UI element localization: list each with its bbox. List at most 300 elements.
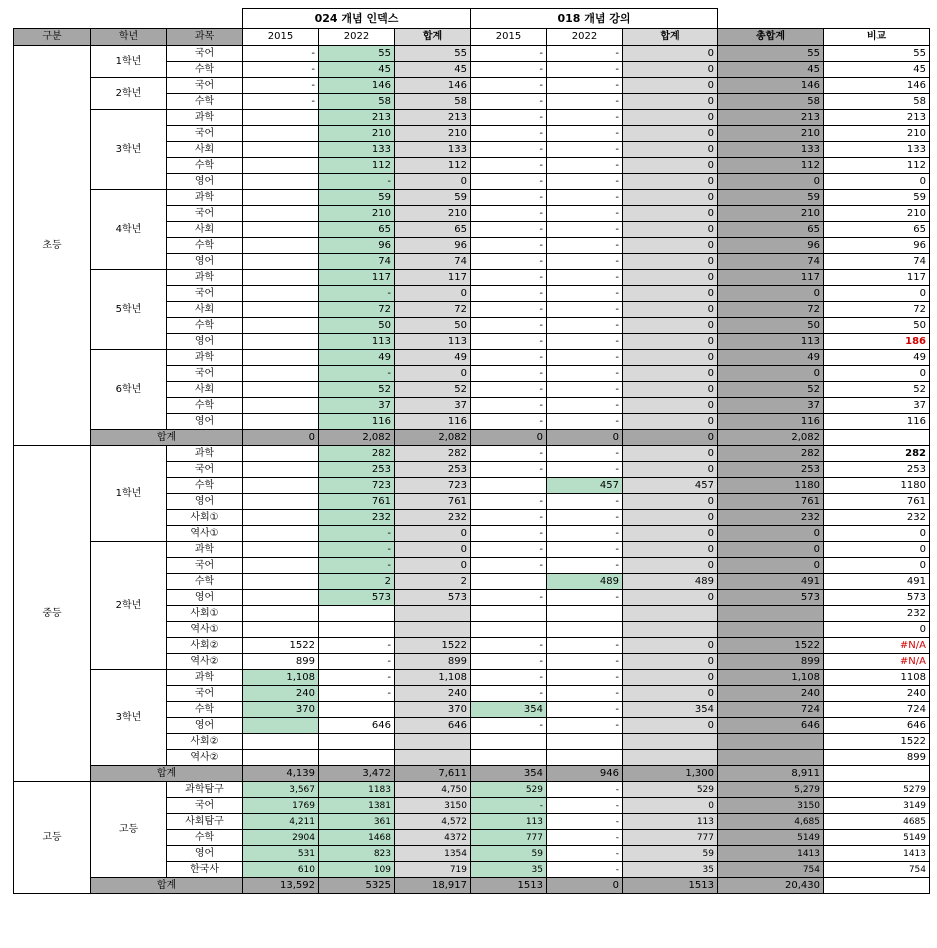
value-2022-lecture[interactable]: - bbox=[547, 558, 623, 574]
value-2022-index[interactable] bbox=[319, 750, 395, 766]
grand-total[interactable]: 210 bbox=[718, 126, 824, 142]
grand-total[interactable]: 0 bbox=[718, 558, 824, 574]
sum-index[interactable]: 0 bbox=[395, 558, 471, 574]
sum-index[interactable]: 0 bbox=[395, 526, 471, 542]
subtotal-value[interactable]: 0 bbox=[547, 878, 623, 894]
sum-index[interactable]: 253 bbox=[395, 462, 471, 478]
compare-value[interactable] bbox=[824, 430, 930, 446]
value-2022-lecture[interactable]: - bbox=[547, 206, 623, 222]
value-2015-index[interactable] bbox=[243, 606, 319, 622]
sum-index[interactable]: 55 bbox=[395, 46, 471, 62]
sum-lecture[interactable] bbox=[623, 750, 718, 766]
compare-value[interactable]: 59 bbox=[824, 190, 930, 206]
value-2015-lecture[interactable]: - bbox=[471, 510, 547, 526]
subtotal-value[interactable]: 0 bbox=[623, 430, 718, 446]
sum-index[interactable]: 50 bbox=[395, 318, 471, 334]
sum-index[interactable]: 37 bbox=[395, 398, 471, 414]
value-2015-index[interactable]: - bbox=[243, 46, 319, 62]
subtotal-value[interactable]: 7,611 bbox=[395, 766, 471, 782]
sum-lecture[interactable]: 0 bbox=[623, 142, 718, 158]
compare-value[interactable]: 112 bbox=[824, 158, 930, 174]
value-2015-index[interactable] bbox=[243, 494, 319, 510]
sum-index[interactable]: 4,750 bbox=[395, 782, 471, 798]
value-2022-index[interactable]: 96 bbox=[319, 238, 395, 254]
value-2022-lecture[interactable] bbox=[547, 622, 623, 638]
subject-cell[interactable]: 수학 bbox=[167, 574, 243, 590]
value-2022-index[interactable]: - bbox=[319, 686, 395, 702]
subject-cell[interactable]: 과학 bbox=[167, 350, 243, 366]
compare-value[interactable]: 50 bbox=[824, 318, 930, 334]
subtotal-value[interactable]: 8,911 bbox=[718, 766, 824, 782]
grand-total[interactable]: 646 bbox=[718, 718, 824, 734]
value-2015-index[interactable] bbox=[243, 302, 319, 318]
column-header[interactable]: 2015 bbox=[471, 29, 547, 46]
value-2022-index[interactable]: 761 bbox=[319, 494, 395, 510]
sum-index[interactable]: 96 bbox=[395, 238, 471, 254]
sum-index[interactable]: 0 bbox=[395, 286, 471, 302]
value-2022-lecture[interactable] bbox=[547, 606, 623, 622]
compare-value[interactable] bbox=[824, 878, 930, 894]
grand-total[interactable]: 1522 bbox=[718, 638, 824, 654]
value-2022-index[interactable]: 117 bbox=[319, 270, 395, 286]
value-2022-lecture[interactable]: - bbox=[547, 718, 623, 734]
sum-lecture[interactable]: 0 bbox=[623, 350, 718, 366]
group-header-index[interactable]: 024 개념 인덱스 bbox=[243, 9, 471, 29]
subtotal-value[interactable]: 2,082 bbox=[395, 430, 471, 446]
grand-total[interactable]: 37 bbox=[718, 398, 824, 414]
compare-value[interactable]: 72 bbox=[824, 302, 930, 318]
grand-total[interactable]: 50 bbox=[718, 318, 824, 334]
value-2022-index[interactable]: 45 bbox=[319, 62, 395, 78]
value-2022-lecture[interactable]: - bbox=[547, 62, 623, 78]
sum-lecture[interactable]: 0 bbox=[623, 446, 718, 462]
value-2015-lecture[interactable]: - bbox=[471, 494, 547, 510]
sum-index[interactable]: 59 bbox=[395, 190, 471, 206]
sum-index[interactable]: 210 bbox=[395, 206, 471, 222]
value-2022-index[interactable]: - bbox=[319, 542, 395, 558]
value-2022-lecture[interactable]: - bbox=[547, 238, 623, 254]
value-2022-lecture[interactable]: - bbox=[547, 670, 623, 686]
subject-cell[interactable]: 수학 bbox=[167, 702, 243, 718]
value-2022-index[interactable]: - bbox=[319, 670, 395, 686]
value-2015-lecture[interactable]: - bbox=[471, 638, 547, 654]
value-2015-lecture[interactable]: - bbox=[471, 350, 547, 366]
grand-total[interactable]: 133 bbox=[718, 142, 824, 158]
grand-total[interactable]: 1413 bbox=[718, 846, 824, 862]
value-2015-index[interactable] bbox=[243, 510, 319, 526]
compare-value[interactable]: 646 bbox=[824, 718, 930, 734]
grand-total[interactable]: 0 bbox=[718, 286, 824, 302]
value-2022-lecture[interactable]: - bbox=[547, 414, 623, 430]
grand-total[interactable]: 5149 bbox=[718, 830, 824, 846]
value-2022-lecture[interactable]: - bbox=[547, 46, 623, 62]
compare-value[interactable]: 491 bbox=[824, 574, 930, 590]
subject-cell[interactable]: 수학 bbox=[167, 94, 243, 110]
value-2022-index[interactable]: 361 bbox=[319, 814, 395, 830]
column-header[interactable]: 비교 bbox=[824, 29, 930, 46]
value-2022-index[interactable]: - bbox=[319, 526, 395, 542]
value-2015-lecture[interactable]: - bbox=[471, 542, 547, 558]
sum-index[interactable]: 573 bbox=[395, 590, 471, 606]
subject-cell[interactable]: 수학 bbox=[167, 398, 243, 414]
sum-lecture[interactable]: 0 bbox=[623, 510, 718, 526]
value-2022-index[interactable]: 282 bbox=[319, 446, 395, 462]
column-header[interactable]: 총합계 bbox=[718, 29, 824, 46]
value-2015-lecture[interactable]: - bbox=[471, 238, 547, 254]
blank-cell[interactable] bbox=[14, 9, 91, 29]
grand-total[interactable]: 65 bbox=[718, 222, 824, 238]
value-2022-index[interactable]: 112 bbox=[319, 158, 395, 174]
value-2015-lecture[interactable]: 59 bbox=[471, 846, 547, 862]
sum-lecture[interactable]: 0 bbox=[623, 238, 718, 254]
value-2015-lecture[interactable]: - bbox=[471, 158, 547, 174]
subtotal-value[interactable]: 1513 bbox=[623, 878, 718, 894]
grand-total[interactable]: 240 bbox=[718, 686, 824, 702]
sum-lecture[interactable]: 0 bbox=[623, 254, 718, 270]
value-2015-lecture[interactable]: - bbox=[471, 318, 547, 334]
value-2022-lecture[interactable]: - bbox=[547, 590, 623, 606]
compare-value[interactable]: 4685 bbox=[824, 814, 930, 830]
grand-total[interactable] bbox=[718, 622, 824, 638]
sum-lecture[interactable]: 0 bbox=[623, 718, 718, 734]
value-2015-lecture[interactable]: - bbox=[471, 94, 547, 110]
subject-cell[interactable]: 수학 bbox=[167, 478, 243, 494]
value-2022-lecture[interactable]: - bbox=[547, 270, 623, 286]
sum-index[interactable]: 112 bbox=[395, 158, 471, 174]
value-2022-index[interactable]: - bbox=[319, 286, 395, 302]
compare-value[interactable]: 0 bbox=[824, 174, 930, 190]
compare-value[interactable]: 573 bbox=[824, 590, 930, 606]
grand-total[interactable]: 210 bbox=[718, 206, 824, 222]
sum-lecture[interactable]: 0 bbox=[623, 558, 718, 574]
value-2022-lecture[interactable]: - bbox=[547, 862, 623, 878]
value-2022-lecture[interactable]: - bbox=[547, 686, 623, 702]
grand-total[interactable]: 58 bbox=[718, 94, 824, 110]
value-2022-lecture[interactable]: - bbox=[547, 254, 623, 270]
compare-value[interactable]: 0 bbox=[824, 622, 930, 638]
value-2015-lecture[interactable]: 113 bbox=[471, 814, 547, 830]
grand-total[interactable]: 52 bbox=[718, 382, 824, 398]
value-2022-index[interactable]: 232 bbox=[319, 510, 395, 526]
sum-index[interactable]: 146 bbox=[395, 78, 471, 94]
value-2015-lecture[interactable]: - bbox=[471, 78, 547, 94]
value-2015-index[interactable] bbox=[243, 382, 319, 398]
value-2022-index[interactable]: - bbox=[319, 366, 395, 382]
compare-value[interactable]: 761 bbox=[824, 494, 930, 510]
compare-value[interactable]: 0 bbox=[824, 286, 930, 302]
value-2022-lecture[interactable]: - bbox=[547, 366, 623, 382]
sum-lecture[interactable]: 0 bbox=[623, 670, 718, 686]
subtotal-label[interactable]: 합계 bbox=[91, 878, 243, 894]
value-2015-index[interactable] bbox=[243, 526, 319, 542]
subtotal-value[interactable]: 3,472 bbox=[319, 766, 395, 782]
compare-value[interactable]: 754 bbox=[824, 862, 930, 878]
grand-total[interactable]: 761 bbox=[718, 494, 824, 510]
value-2015-index[interactable] bbox=[243, 622, 319, 638]
sum-lecture[interactable]: 35 bbox=[623, 862, 718, 878]
value-2015-lecture[interactable]: - bbox=[471, 286, 547, 302]
compare-value[interactable]: 282 bbox=[824, 446, 930, 462]
value-2022-index[interactable]: 210 bbox=[319, 206, 395, 222]
value-2022-lecture[interactable]: - bbox=[547, 462, 623, 478]
sum-lecture[interactable]: 0 bbox=[623, 62, 718, 78]
grand-total[interactable]: 0 bbox=[718, 526, 824, 542]
column-header[interactable]: 합계 bbox=[395, 29, 471, 46]
subject-cell[interactable]: 수학 bbox=[167, 158, 243, 174]
grand-total[interactable]: 754 bbox=[718, 862, 824, 878]
column-header[interactable]: 2015 bbox=[243, 29, 319, 46]
value-2015-lecture[interactable]: - bbox=[471, 462, 547, 478]
subject-cell[interactable]: 사회 bbox=[167, 302, 243, 318]
sum-lecture[interactable]: 777 bbox=[623, 830, 718, 846]
column-header[interactable]: 2022 bbox=[547, 29, 623, 46]
sum-lecture[interactable]: 0 bbox=[623, 526, 718, 542]
subtotal-value[interactable]: 2,082 bbox=[718, 430, 824, 446]
value-2015-lecture[interactable]: - bbox=[471, 270, 547, 286]
grand-total[interactable]: 899 bbox=[718, 654, 824, 670]
compare-value[interactable]: 1108 bbox=[824, 670, 930, 686]
value-2022-index[interactable]: 59 bbox=[319, 190, 395, 206]
value-2015-index[interactable] bbox=[243, 238, 319, 254]
sum-lecture[interactable]: 0 bbox=[623, 126, 718, 142]
sum-lecture[interactable]: 457 bbox=[623, 478, 718, 494]
value-2015-lecture[interactable] bbox=[471, 622, 547, 638]
value-2015-lecture[interactable] bbox=[471, 734, 547, 750]
value-2015-index[interactable] bbox=[243, 126, 319, 142]
value-2022-index[interactable]: 74 bbox=[319, 254, 395, 270]
value-2015-lecture[interactable]: - bbox=[471, 446, 547, 462]
grade-cell[interactable]: 3학년 bbox=[91, 670, 167, 766]
grand-total[interactable]: 96 bbox=[718, 238, 824, 254]
value-2022-lecture[interactable]: - bbox=[547, 286, 623, 302]
sum-index[interactable]: 213 bbox=[395, 110, 471, 126]
value-2015-lecture[interactable]: - bbox=[471, 414, 547, 430]
subject-cell[interactable]: 역사① bbox=[167, 622, 243, 638]
value-2022-lecture[interactable] bbox=[547, 750, 623, 766]
value-2022-index[interactable]: 50 bbox=[319, 318, 395, 334]
value-2015-lecture[interactable]: - bbox=[471, 46, 547, 62]
value-2015-index[interactable] bbox=[243, 478, 319, 494]
value-2022-lecture[interactable]: - bbox=[547, 334, 623, 350]
value-2022-lecture[interactable]: - bbox=[547, 846, 623, 862]
division-cell[interactable]: 중등 bbox=[14, 446, 91, 782]
value-2022-index[interactable] bbox=[319, 734, 395, 750]
subject-cell[interactable]: 과학탐구 bbox=[167, 782, 243, 798]
sum-lecture[interactable]: 113 bbox=[623, 814, 718, 830]
grand-total[interactable]: 117 bbox=[718, 270, 824, 286]
value-2022-index[interactable]: 723 bbox=[319, 478, 395, 494]
value-2015-lecture[interactable]: - bbox=[471, 382, 547, 398]
subject-cell[interactable]: 국어 bbox=[167, 798, 243, 814]
value-2015-lecture[interactable]: - bbox=[471, 670, 547, 686]
sum-index[interactable]: 4372 bbox=[395, 830, 471, 846]
subject-cell[interactable]: 영어 bbox=[167, 494, 243, 510]
subtotal-value[interactable]: 4,139 bbox=[243, 766, 319, 782]
sum-index[interactable]: 3150 bbox=[395, 798, 471, 814]
value-2022-lecture[interactable]: - bbox=[547, 350, 623, 366]
value-2022-index[interactable]: - bbox=[319, 654, 395, 670]
value-2022-lecture[interactable]: - bbox=[547, 382, 623, 398]
grand-total[interactable]: 0 bbox=[718, 366, 824, 382]
value-2022-index[interactable]: 37 bbox=[319, 398, 395, 414]
sum-index[interactable]: 1,108 bbox=[395, 670, 471, 686]
value-2015-index[interactable]: 4,211 bbox=[243, 814, 319, 830]
subtotal-value[interactable]: 0 bbox=[243, 430, 319, 446]
value-2015-index[interactable]: 1,108 bbox=[243, 670, 319, 686]
subtotal-value[interactable]: 354 bbox=[471, 766, 547, 782]
value-2022-index[interactable]: - bbox=[319, 558, 395, 574]
value-2022-index[interactable]: 210 bbox=[319, 126, 395, 142]
sum-lecture[interactable]: 0 bbox=[623, 798, 718, 814]
sum-lecture[interactable]: 0 bbox=[623, 398, 718, 414]
subject-cell[interactable]: 수학 bbox=[167, 238, 243, 254]
subject-cell[interactable]: 국어 bbox=[167, 126, 243, 142]
grand-total[interactable] bbox=[718, 750, 824, 766]
sum-index[interactable]: 370 bbox=[395, 702, 471, 718]
grand-total[interactable]: 232 bbox=[718, 510, 824, 526]
value-2015-lecture[interactable]: - bbox=[471, 126, 547, 142]
value-2015-index[interactable] bbox=[243, 446, 319, 462]
sum-index[interactable]: 2 bbox=[395, 574, 471, 590]
compare-value[interactable]: 117 bbox=[824, 270, 930, 286]
sum-lecture[interactable]: 0 bbox=[623, 158, 718, 174]
value-2015-lecture[interactable]: - bbox=[471, 62, 547, 78]
sum-index[interactable]: 117 bbox=[395, 270, 471, 286]
sum-lecture[interactable]: 0 bbox=[623, 78, 718, 94]
value-2022-lecture[interactable]: - bbox=[547, 190, 623, 206]
value-2022-index[interactable]: 1381 bbox=[319, 798, 395, 814]
compare-value[interactable]: 52 bbox=[824, 382, 930, 398]
sum-index[interactable]: 0 bbox=[395, 366, 471, 382]
grade-cell[interactable]: 1학년 bbox=[91, 446, 167, 542]
subject-cell[interactable]: 국어 bbox=[167, 686, 243, 702]
value-2022-index[interactable] bbox=[319, 702, 395, 718]
value-2022-index[interactable]: 253 bbox=[319, 462, 395, 478]
sum-lecture[interactable] bbox=[623, 734, 718, 750]
value-2015-index[interactable] bbox=[243, 542, 319, 558]
compare-value[interactable]: 133 bbox=[824, 142, 930, 158]
value-2022-lecture[interactable]: - bbox=[547, 318, 623, 334]
sum-index[interactable] bbox=[395, 750, 471, 766]
grade-cell[interactable]: 4학년 bbox=[91, 190, 167, 270]
sum-lecture[interactable]: 0 bbox=[623, 414, 718, 430]
value-2015-lecture[interactable] bbox=[471, 750, 547, 766]
subject-cell[interactable]: 사회 bbox=[167, 222, 243, 238]
value-2015-lecture[interactable]: 35 bbox=[471, 862, 547, 878]
compare-value[interactable]: 116 bbox=[824, 414, 930, 430]
value-2015-index[interactable]: - bbox=[243, 94, 319, 110]
sum-index[interactable]: 4,572 bbox=[395, 814, 471, 830]
sum-index[interactable]: 761 bbox=[395, 494, 471, 510]
subject-cell[interactable]: 국어 bbox=[167, 78, 243, 94]
value-2015-lecture[interactable]: - bbox=[471, 654, 547, 670]
compare-value[interactable]: 45 bbox=[824, 62, 930, 78]
value-2015-index[interactable] bbox=[243, 590, 319, 606]
value-2015-index[interactable]: 3,567 bbox=[243, 782, 319, 798]
compare-value[interactable]: 210 bbox=[824, 206, 930, 222]
sum-index[interactable]: 719 bbox=[395, 862, 471, 878]
division-cell[interactable]: 초등 bbox=[14, 46, 91, 446]
compare-value[interactable]: 899 bbox=[824, 750, 930, 766]
sum-lecture[interactable]: 354 bbox=[623, 702, 718, 718]
sum-lecture[interactable]: 0 bbox=[623, 270, 718, 286]
value-2022-index[interactable]: 116 bbox=[319, 414, 395, 430]
value-2015-index[interactable]: 1769 bbox=[243, 798, 319, 814]
value-2022-lecture[interactable]: - bbox=[547, 782, 623, 798]
value-2015-lecture[interactable]: 529 bbox=[471, 782, 547, 798]
subject-cell[interactable]: 한국사 bbox=[167, 862, 243, 878]
value-2022-index[interactable]: 146 bbox=[319, 78, 395, 94]
sum-lecture[interactable]: 0 bbox=[623, 334, 718, 350]
grand-total[interactable]: 0 bbox=[718, 542, 824, 558]
subject-cell[interactable]: 영어 bbox=[167, 414, 243, 430]
sum-index[interactable]: 74 bbox=[395, 254, 471, 270]
sum-lecture[interactable]: 0 bbox=[623, 302, 718, 318]
value-2015-lecture[interactable]: - bbox=[471, 686, 547, 702]
value-2022-lecture[interactable]: - bbox=[547, 702, 623, 718]
sum-lecture[interactable]: 0 bbox=[623, 542, 718, 558]
compare-value[interactable]: 232 bbox=[824, 606, 930, 622]
compare-value[interactable]: 0 bbox=[824, 558, 930, 574]
value-2015-lecture[interactable]: - bbox=[471, 718, 547, 734]
value-2015-lecture[interactable] bbox=[471, 478, 547, 494]
grand-total[interactable]: 5,279 bbox=[718, 782, 824, 798]
value-2022-lecture[interactable]: - bbox=[547, 110, 623, 126]
sum-index[interactable] bbox=[395, 622, 471, 638]
value-2022-index[interactable]: 213 bbox=[319, 110, 395, 126]
value-2015-lecture[interactable]: 777 bbox=[471, 830, 547, 846]
compare-value[interactable]: 55 bbox=[824, 46, 930, 62]
sum-lecture[interactable]: 0 bbox=[623, 462, 718, 478]
value-2015-index[interactable] bbox=[243, 414, 319, 430]
blank-cell[interactable] bbox=[91, 9, 167, 29]
grade-cell[interactable]: 2학년 bbox=[91, 78, 167, 110]
value-2015-index[interactable]: 240 bbox=[243, 686, 319, 702]
sum-lecture[interactable]: 0 bbox=[623, 286, 718, 302]
subject-cell[interactable]: 과학 bbox=[167, 446, 243, 462]
value-2015-lecture[interactable]: - bbox=[471, 190, 547, 206]
value-2022-index[interactable]: 1468 bbox=[319, 830, 395, 846]
value-2015-lecture[interactable]: - bbox=[471, 142, 547, 158]
sum-lecture[interactable]: 0 bbox=[623, 366, 718, 382]
value-2022-index[interactable]: 52 bbox=[319, 382, 395, 398]
sum-index[interactable]: 210 bbox=[395, 126, 471, 142]
sum-index[interactable]: 899 bbox=[395, 654, 471, 670]
sum-index[interactable]: 113 bbox=[395, 334, 471, 350]
subtotal-value[interactable]: 5325 bbox=[319, 878, 395, 894]
subtotal-value[interactable]: 2,082 bbox=[319, 430, 395, 446]
compare-value[interactable]: 96 bbox=[824, 238, 930, 254]
compare-value[interactable]: 65 bbox=[824, 222, 930, 238]
value-2015-index[interactable] bbox=[243, 222, 319, 238]
value-2022-lecture[interactable]: - bbox=[547, 510, 623, 526]
compare-value[interactable]: 58 bbox=[824, 94, 930, 110]
value-2015-index[interactable]: 899 bbox=[243, 654, 319, 670]
subject-cell[interactable]: 역사② bbox=[167, 654, 243, 670]
value-2022-index[interactable]: 1183 bbox=[319, 782, 395, 798]
grand-total[interactable] bbox=[718, 734, 824, 750]
compare-value[interactable]: 1522 bbox=[824, 734, 930, 750]
value-2022-lecture[interactable]: - bbox=[547, 222, 623, 238]
sum-index[interactable]: 646 bbox=[395, 718, 471, 734]
value-2015-index[interactable] bbox=[243, 174, 319, 190]
blank-cell[interactable] bbox=[824, 9, 930, 29]
value-2022-index[interactable]: 573 bbox=[319, 590, 395, 606]
subject-cell[interactable]: 영어 bbox=[167, 174, 243, 190]
value-2015-lecture[interactable]: - bbox=[471, 398, 547, 414]
subject-cell[interactable]: 사회① bbox=[167, 606, 243, 622]
subject-cell[interactable]: 역사① bbox=[167, 526, 243, 542]
